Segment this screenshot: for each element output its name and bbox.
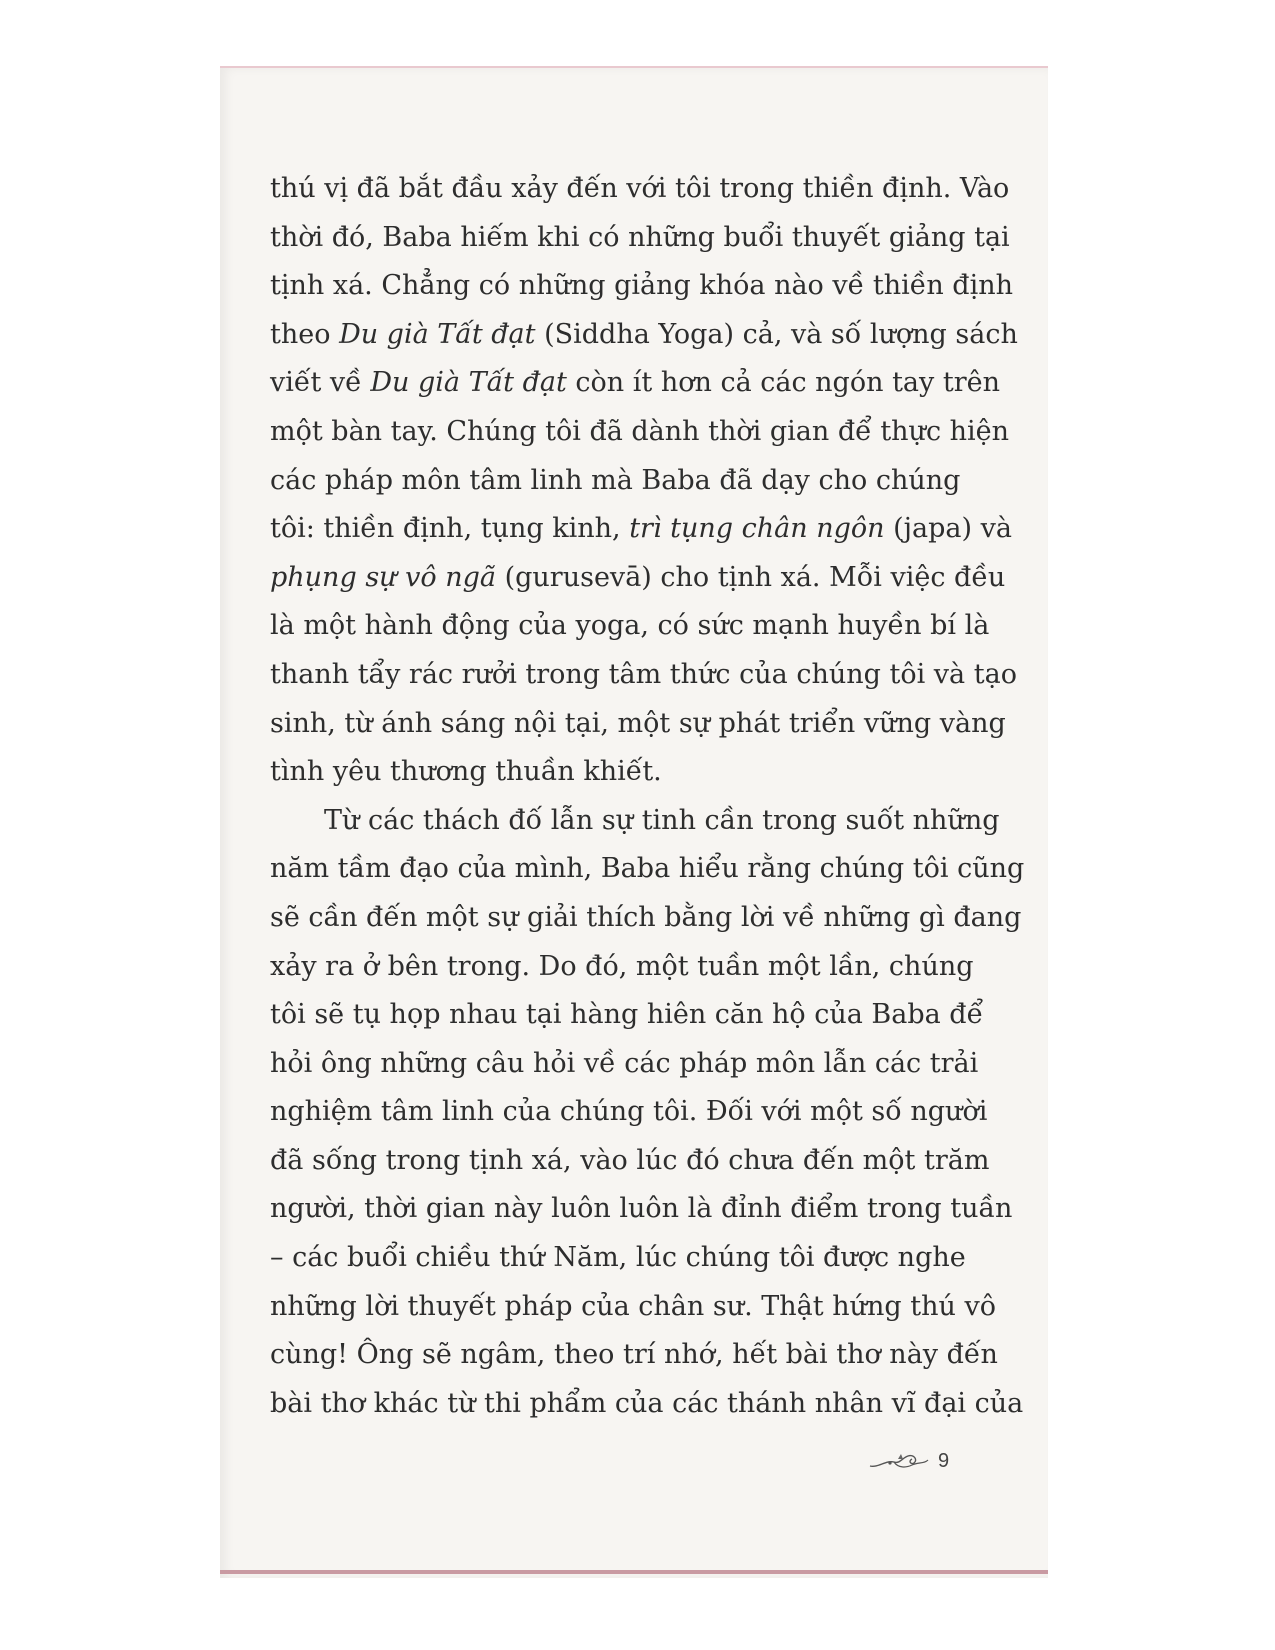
text-line: tình yêu thương thuần khiết.: [270, 756, 662, 788]
text-line: năm tầm đạo của mình, Baba hiểu rằng chúng tôi cũng: [270, 853, 1025, 885]
text-line: sẽ cần đến một sự giải thích bằng lời về những gì đang: [270, 901, 1022, 933]
text-line: một bàn tay. Chúng tôi đã dành thời gian để thực hiện: [270, 415, 1010, 447]
text-line: các pháp môn tâm linh mà Baba đã dạy cho chúng: [270, 464, 961, 496]
text-line: theo Du già Tất đạt (Siddha Yoga) cả, và số lượng sách: [270, 318, 1018, 350]
text-line: bài thơ khác từ thi phẩm của các thánh nhân vĩ đại của: [270, 1387, 1024, 1419]
text-line: tôi sẽ tụ họp nhau tại hàng hiên căn hộ của Baba để: [270, 999, 984, 1031]
text-line: phụng sự vô ngã (gurusevā) cho tịnh xá. Mỗi việc đều: [270, 561, 1006, 593]
page-bottom-edge: [220, 1570, 1048, 1574]
page-number: 9: [938, 1450, 950, 1472]
text-line: Từ các thách đố lẫn sự tinh cần trong suốt những: [324, 804, 1000, 836]
text-line: viết về Du già Tất đạt còn ít hơn cả các ngón tay trên: [270, 367, 1000, 399]
text-line: sinh, từ ánh sáng nội tại, một sự phát triển vững vàng: [270, 707, 1006, 739]
text-line: thanh tẩy rác rưởi trong tâm thức của chúng tôi và tạo: [270, 658, 1017, 690]
flourish-ornament-icon: [868, 1450, 930, 1472]
text-line: thú vị đã bắt đầu xảy đến với tôi trong thiền định. Vào: [270, 173, 1010, 204]
text-line: tôi: thiền định, tụng kinh, trì tụng chân ngôn (japa) và: [270, 513, 1012, 545]
text-line: xảy ra ở bên trong. Do đó, một tuần một lần, chúng: [270, 950, 974, 982]
text-line: người, thời gian này luôn luôn là đỉnh điểm trong tuần: [270, 1193, 1013, 1225]
text-line: cùng! Ông sẽ ngâm, theo trí nhớ, hết bài thơ này đến: [270, 1339, 998, 1371]
text-line: hỏi ông những câu hỏi về các pháp môn lẫn các trải: [270, 1047, 979, 1079]
page-folio: [868, 1446, 958, 1476]
text-line: thời đó, Baba hiếm khi có những buổi thuyết giảng tại: [270, 221, 1010, 253]
text-line: những lời thuyết pháp của chân sư. Thật hứng thú vô: [270, 1290, 996, 1322]
text-line: nghiệm tâm linh của chúng tôi. Đối với một số người: [270, 1096, 988, 1128]
text-line: là một hành động của yoga, có sức mạnh huyền bí là: [270, 610, 990, 642]
text-line: đã sống trong tịnh xá, vào lúc đó chưa đến một trăm: [270, 1144, 990, 1176]
text-line: – các buổi chiều thứ Năm, lúc chúng tôi được nghe: [270, 1242, 966, 1274]
body-text: [270, 165, 1025, 1428]
text-line: tịnh xá. Chẳng có những giảng khóa nào về thiền định: [270, 270, 1014, 302]
